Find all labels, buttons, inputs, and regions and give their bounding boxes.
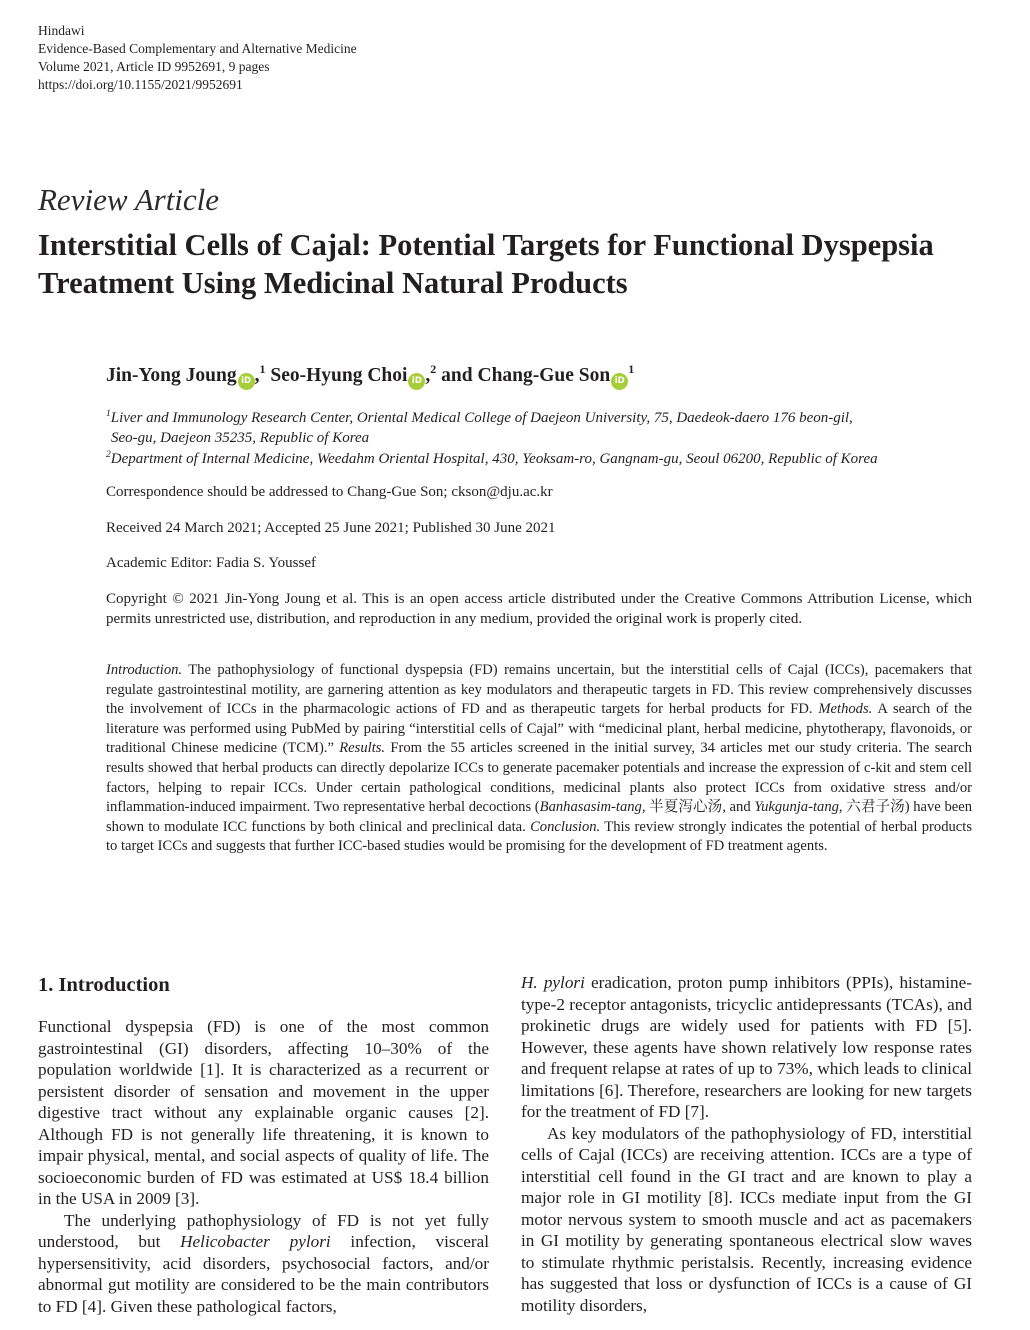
author-affiliation-ref: 1 <box>628 362 635 376</box>
publication-dates: Received 24 March 2021; Accepted 25 June 2021; Published 30 June 2021 <box>106 520 556 536</box>
volume-info: Volume 2021, Article ID 9952691, 9 pages <box>38 59 270 74</box>
author-name[interactable]: Jin-Yong Joung <box>106 365 237 386</box>
publisher-name: Hindawi <box>38 23 85 38</box>
body-paragraph: As key modulators of the pathophysiology of FD, interstitial cells of Cajal (ICCs) are receiving attention. ICCs are a type of interstitial cell found in the GI tract and are known to play a major role in GI motility [8]. ICCs mediate input from the GI motor nervous system to smooth muscle and act as pacemakers in GI motility by generating spontaneous electrical slow waves to stimulate rhythmic peristalsis. Recently, increasing evidence has suggested that loss or dysfunction of ICCs is a cause of GI motility disorders, <box>521 1123 972 1315</box>
body-paragraph: Functional dyspepsia (FD) is one of the most common gastrointestinal (GI) disorders, affecting 10–30% of the population worldwide [1]. It is characterized as a recurrent or persistent disorder of sensation and movement in the upper digestive tract without any explainable organic causes [2]. Although FD is not generally life threatening, it is known to impair physical, mental, and social aspects of quality of life. The socioeconomic burden of FD was estimated at US$ 18.4 billion in the USA in 2009 [3]. <box>38 1017 489 1208</box>
orcid-id-icon[interactable]: iD <box>238 373 255 390</box>
body-column-left <box>38 972 489 1317</box>
body-paragraph: H. pylori eradication, proton pump inhibitors (PPIs), histamine-type-2 receptor antagonists, tricyclic antidepressants (TCAs), and prokinetic drugs are widely used for patients with FD [5]. However, these agents have shown relatively low response rates and frequent relapse at rates of up to 73%, which leads to clinical limitations [6]. Therefore, researchers are looking for new targets for the treatment of FD [7]. <box>521 973 972 1121</box>
orcid-id-icon[interactable]: iD <box>408 373 425 390</box>
abstract-label: Methods. <box>818 701 873 718</box>
article-type: Review Article <box>38 182 220 217</box>
article-title: Interstitial Cells of Cajal: Potential Targets for Functional Dyspepsia Treatment Using Medicinal Natural Products <box>38 228 934 300</box>
abstract-label: Conclusion. <box>530 818 601 835</box>
journal-name: Evidence-Based Complementary and Alternative Medicine <box>38 41 357 56</box>
author-affiliation-ref: 2 <box>430 362 437 376</box>
journal-header <box>38 22 357 94</box>
copyright-notice: Copyright © 2021 Jin-Yong Joung et al. This is an open access article distributed under the Creative Commons Attribution License, which permits unrestricted use, distribution, and reproduction in any medium, provided the original work is properly cited. <box>106 591 972 627</box>
affiliation-2: $^2$Department of Internal Medicine, Weedahm Oriental Hospital, 430, Yeoksam-ro, Gangnam-gu, Seoul 06200, Republic of Korea <box>106 450 878 467</box>
abstract: Introduction. The pathophysiology of functional dyspepsia (FD) remains uncertain, but the interstitial cells of Cajal (ICCs), pacemakers that regulate gastrointestinal motility, are garnering attention as key modulators and therapeutic targets in FD. This review comprehensively discusses the involvement of ICCs in the pharmacologic actions of FD and as therapeutic targets for herbal products for FD. Methods. A search of the literature was performed using PubMed by pairing “interstitial cells of Cajal” with “medicinal plant, herbal medicine, phytotherapy, flavonoids, or traditional Chinese medicine (TCM).” Results. From the 55 articles screened in the initial survey, 34 articles met our study criteria. The search results showed that herbal products can directly depolarize ICCs to generate pacemaker potentials and increase the expression of c-kit and stem cell factors, helping to repair ICCs. Under certain pathological conditions, medicinal plants also protect ICCs from oxidative stress and/or inflammation-induced impairment. Two representative herbal decoctions (Banhasasim-tang, 半夏泻心汤, and Yukgunja-tang, 六君子汤) have been shown to modulate ICC functions by both clinical and preclinical data. Conclusion. This review strongly indicates the potential of herbal products to target ICCs and suggests that further ICC-based studies would be promising for the development of FD treatment agents. <box>106 662 973 855</box>
doi-link[interactable]: https://doi.org/10.1155/2021/9952691 <box>38 77 243 92</box>
author-name[interactable]: Seo-Hyung Choi <box>270 365 408 386</box>
abstract-label: Results. <box>339 740 386 757</box>
academic-editor: Academic Editor: Fadia S. Youssef <box>106 555 316 571</box>
body-paragraph: The underlying pathophysiology of FD is not yet fully understood, but Helicobacter pylori infection, visceral hypersensitivity, acid disorders, psychosocial factors, and/or abnormal gut motility are considered to be the main contributors to FD [4]. Given these pathological factors, <box>38 1210 489 1316</box>
abstract-label: Introduction. <box>106 662 183 678</box>
correspondence: Correspondence should be addressed to Chang-Gue Son; ckson@dju.ac.kr <box>106 484 553 500</box>
body-column-right <box>521 972 972 1316</box>
section-heading: 1. Introduction <box>38 974 170 996</box>
author-list: Jin-Yong Joung iD ,$^1$ Seo-Hyung Choi iD ,$^2$ and Chang-Gue Son $iD^1$ <box>106 362 634 390</box>
author-name[interactable]: Chang-Gue Son <box>477 365 611 386</box>
author-affiliation-ref: 1 <box>259 362 266 376</box>
affiliation-1: $^1$Liver and Immunology Research Center, Oriental Medical College of Daejeon University, 75, Daedeok-daero 176 beon-gil, Seo-gu, Daejeon 35235, Republic of Korea <box>106 409 853 446</box>
orcid-id-icon[interactable]: iD <box>611 373 628 390</box>
